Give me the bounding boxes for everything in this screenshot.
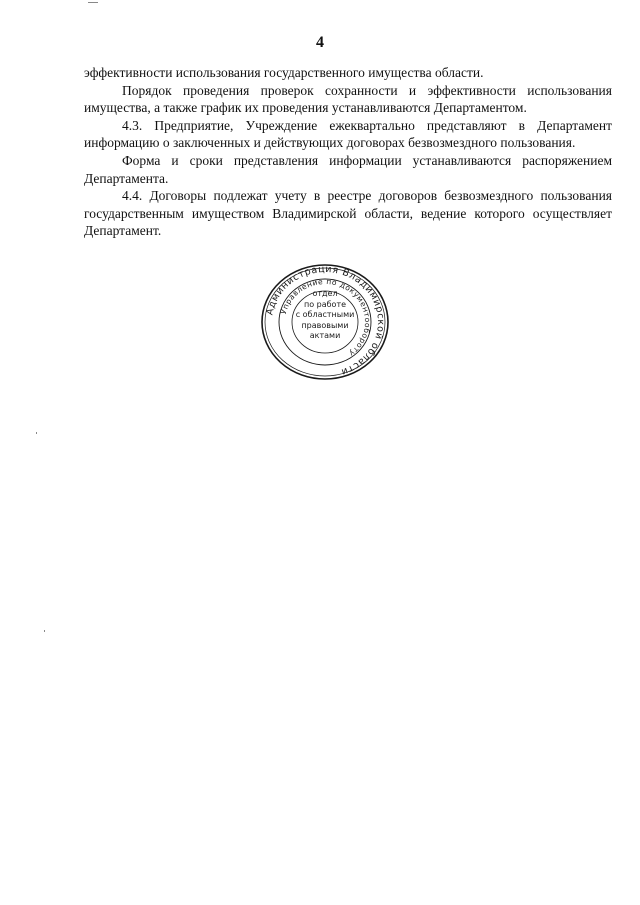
- official-stamp: [260, 263, 390, 381]
- document-body: [84, 64, 612, 240]
- paragraph-continuation: эффективности использования государственного имущества области.: [84, 65, 484, 80]
- scan-artifact-left: [36, 432, 37, 434]
- paragraph-inspection-procedure: Порядок проведения проверок сохранности и эффективности использования имущества, а также график их проведения устанавливаются Департаментом.: [84, 82, 612, 116]
- page-number: 4: [316, 34, 324, 51]
- paragraph-4-3: 4.3. Предприятие, Учреждение ежеквартально представляют в Департамент информацию о заключенных и действующих договорах безвозмездного пользования.: [84, 117, 612, 151]
- scan-artifact-top: [88, 2, 98, 3]
- stamp-center-text: отдел по работе с областными правовыми актами: [295, 289, 355, 341]
- paragraph-report-form: Форма и сроки представления информации устанавливаются распоряжением Департамента.: [84, 152, 612, 186]
- scan-artifact-left: [44, 630, 45, 632]
- paragraph-4-4: 4.4. Договоры подлежат учету в реестре договоров безвозмездного пользования государственным имуществом Владимирской области, ведение которого осуществляет Департамент.: [84, 188, 612, 239]
- svg-text:Администрация Владимирской обл: Администрация Владимирской области: [264, 263, 387, 378]
- svg-text:Управление по документообороту: Управление по документообороту: [278, 276, 373, 359]
